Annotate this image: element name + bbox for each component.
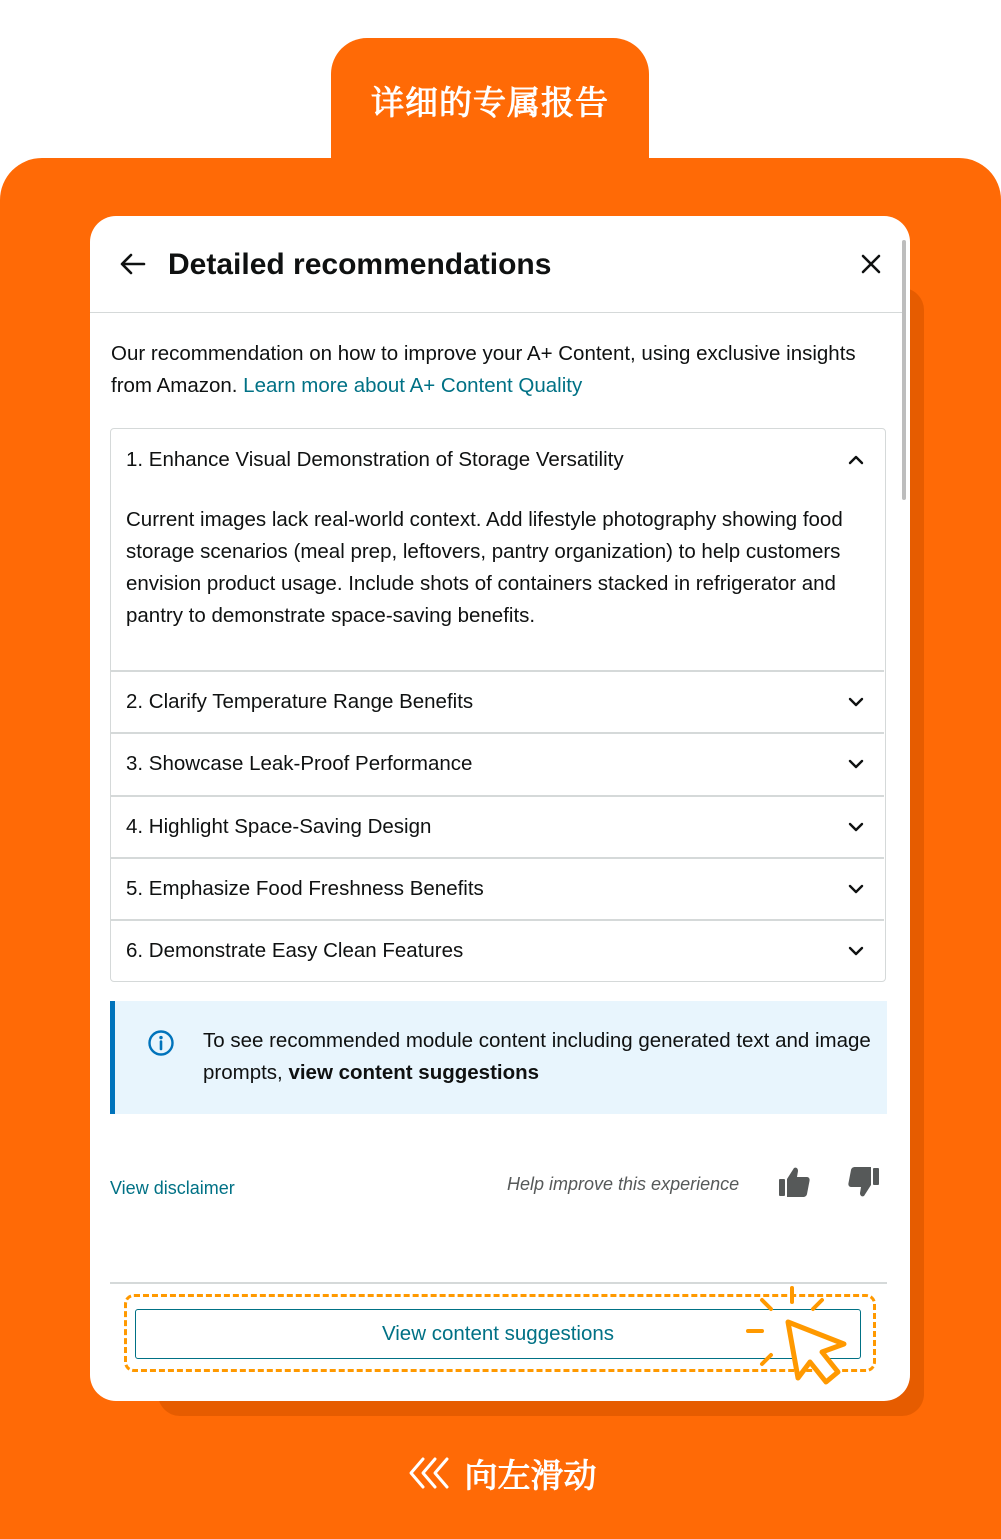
panel-header <box>90 216 902 313</box>
info-text-plain: To see recommended module content including generated text and image prompts, <box>203 1029 871 1084</box>
scrollbar[interactable] <box>902 240 906 500</box>
info-icon <box>147 1029 175 1057</box>
intro-text: Our recommendation on how to improve your A+ Content, using exclusive insights from Amazon. <box>111 342 856 397</box>
chevron-down-icon <box>848 759 864 769</box>
swipe-hint-text: 向左滑动 <box>464 1456 597 1494</box>
view-disclaimer-link[interactable]: View disclaimer <box>110 1178 235 1198</box>
thumbs-down-icon[interactable] <box>846 1164 882 1200</box>
banner-title: 详细的专属报告 <box>371 84 609 121</box>
accordion-item-1-body: Current images lack real-world context. Add lifestyle photography showing food storage scenarios (meal prep, leftovers, pantry organization) to help customers envision product usage. Include shots of containers stacked in refrigerator and pantry to demonstrate space-saving benefits. <box>126 508 843 627</box>
accordion-item-title: 2. Clarify Temperature Range Benefits <box>126 690 474 713</box>
accordion-item-title: 6. Demonstrate Easy Clean Features <box>126 939 464 962</box>
accordion-item-3-header[interactable] <box>111 733 884 795</box>
double-chevron-left-icon <box>405 1455 455 1491</box>
accordion-item-title: 4. Highlight Space-Saving Design <box>126 815 432 838</box>
accordion-item-6-header[interactable] <box>111 920 884 982</box>
accordion-item-2-header[interactable] <box>111 671 884 733</box>
banner-tab <box>331 38 649 178</box>
thumbs-up-icon[interactable] <box>776 1164 812 1200</box>
info-text <box>203 1025 883 1089</box>
learn-more-link[interactable]: Learn more about A+ Content Quality <box>243 374 583 397</box>
intro-paragraph <box>111 338 871 402</box>
swipe-hint <box>0 1448 1001 1498</box>
accordion-item-title: 1. Enhance Visual Demonstration of Storage Versatility <box>126 448 624 471</box>
accordion-item-title: 3. Showcase Leak-Proof Performance <box>126 752 473 775</box>
accordion-item-title: 5. Emphasize Food Freshness Benefits <box>126 877 484 900</box>
arrow-left-icon <box>120 253 146 275</box>
back-button[interactable] <box>118 246 148 282</box>
help-improve-text: Help improve this experience <box>507 1174 740 1194</box>
info-alert <box>110 1001 887 1114</box>
chevron-up-icon <box>848 455 864 465</box>
chevron-down-icon <box>848 946 864 956</box>
recommendations-panel <box>90 216 910 1401</box>
chevron-down-icon <box>848 884 864 894</box>
close-button[interactable] <box>855 248 887 280</box>
button-label: View content suggestions <box>381 1322 615 1345</box>
info-text-bold: view content suggestions <box>288 1061 540 1084</box>
chevron-down-icon <box>848 697 864 707</box>
accordion-item-5-header[interactable] <box>111 858 884 920</box>
close-icon <box>860 253 882 275</box>
click-cursor-icon <box>740 1282 860 1392</box>
accordion-item-1-header[interactable] <box>111 429 884 491</box>
chevron-down-icon <box>848 822 864 832</box>
recommendations-accordion <box>110 428 886 982</box>
panel-title: Detailed recommendations <box>168 248 552 281</box>
accordion-item-4-header[interactable] <box>111 796 884 858</box>
